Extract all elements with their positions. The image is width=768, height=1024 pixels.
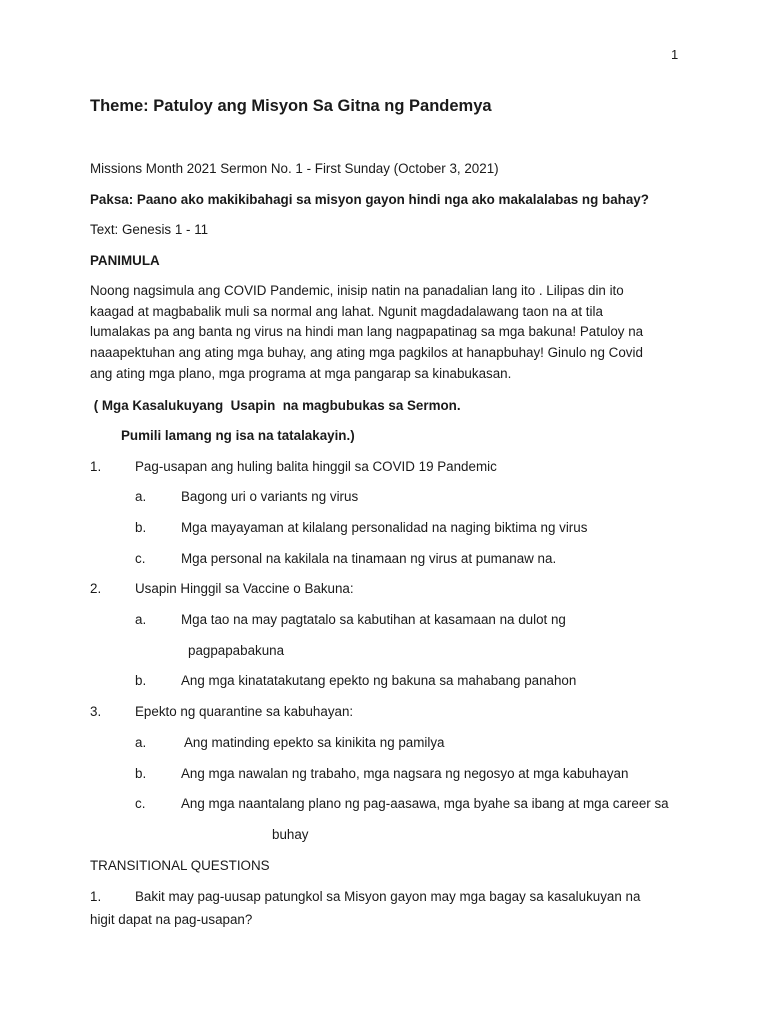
theme-title: Theme: Patuloy ang Misyon Sa Gitna ng Pandemya <box>90 97 492 115</box>
sub-item-text: Bagong uri o variants ng virus <box>181 489 359 504</box>
list-number: 2. <box>90 581 102 596</box>
list-item-text: Usapin Hinggil sa Vaccine o Bakuna: <box>135 581 354 596</box>
list-item-text: Pag-usapan ang huling balita hinggil sa COVID 19 Pandemic <box>135 459 497 474</box>
sub-item-text: Mga tao na may pagtatalo sa kabutihan at kasamaan na dulot ng <box>181 612 566 627</box>
sub-item-text: Ang matinding epekto sa kinikita ng pamilya <box>181 735 445 750</box>
panimula-line: kaagad at magbabalik muli sa normal ang lahat. Ngunit magdadalawang taon na at tila <box>90 303 603 319</box>
sub-item-text: Mga personal na kakilala na tinamaan ng virus at pumanaw na. <box>181 551 557 566</box>
sub-item-letter: c. <box>135 551 146 566</box>
panimula-line: ang ating mga plano, mga programa at mga pangarap sa kinabukasan. <box>90 365 512 381</box>
list-number: 3. <box>90 704 102 719</box>
sub-item-letter: b. <box>135 766 147 781</box>
sub-item-text: Ang mga nawalan ng trabaho, mga nagsara ng negosyo at mga kabuhayan <box>181 766 629 781</box>
paksa-line: Paksa: Paano ako makikibahagi sa misyon gayon hindi nga ako makalalabas ng bahay? <box>90 192 649 207</box>
transitional-heading: TRANSITIONAL QUESTIONS <box>90 858 270 873</box>
sub-item-letter: a. <box>135 735 147 750</box>
note-line-2: Pumili lamang ng isa na tatalakayin.) <box>121 428 355 443</box>
sub-item-letter: b. <box>135 520 147 535</box>
sub-item-letter: b. <box>135 673 147 688</box>
panimula-line: Noong nagsimula ang COVID Pandemic, inisip natin na panadalian lang ito . Lilipas din ito <box>90 283 624 298</box>
sub-item-text: Ang mga naantalang plano ng pag-aasawa, mga byahe sa ibang at mga career sa <box>181 796 669 811</box>
sub-item-text: Mga mayayaman at kilalang personalidad na naging biktima ng virus <box>181 520 588 535</box>
page-number: 1 <box>671 47 679 62</box>
list-item-text: Epekto ng quarantine sa kabuhayan: <box>135 704 354 719</box>
panimula-heading: PANIMULA <box>90 253 160 268</box>
list-number: 1. <box>90 889 102 904</box>
sermon-subtitle: Missions Month 2021 Sermon No. 1 - First Sunday (October 3, 2021) <box>90 161 499 176</box>
transitional-question-text: Bakit may pag-uusap patungkol sa Misyon gayon may mga bagay sa kasalukuyan na <box>135 889 641 904</box>
transitional-question-continuation: higit dapat na pag-usapan? <box>90 912 253 927</box>
text-reference: Text: Genesis 1 - 11 <box>90 222 209 237</box>
panimula-paragraph <box>90 281 670 385</box>
list-number: 1. <box>90 459 102 474</box>
note-line-1: ( Mga Kasalukuyang Usapin na magbubukas sa Sermon. <box>90 398 461 413</box>
sub-item-letter: a. <box>135 612 147 627</box>
panimula-line: naaapektuhan ang ating mga buhay, ang ating mga pagkilos at hanapbuhay! Ginulo ng Covid <box>90 345 643 361</box>
sub-item-letter: c. <box>135 796 146 811</box>
sub-item-letter: a. <box>135 489 147 504</box>
panimula-line: lumalakas pa ang banta ng virus na hindi man lang nagpapatinag sa mga bakuna! Patuloy na <box>90 324 644 340</box>
sub-item-continuation: buhay <box>272 827 309 842</box>
sub-item-continuation: pagpapabakuna <box>188 643 285 658</box>
sub-item-text: Ang mga kinatatakutang epekto ng bakuna sa mahabang panahon <box>181 673 577 688</box>
